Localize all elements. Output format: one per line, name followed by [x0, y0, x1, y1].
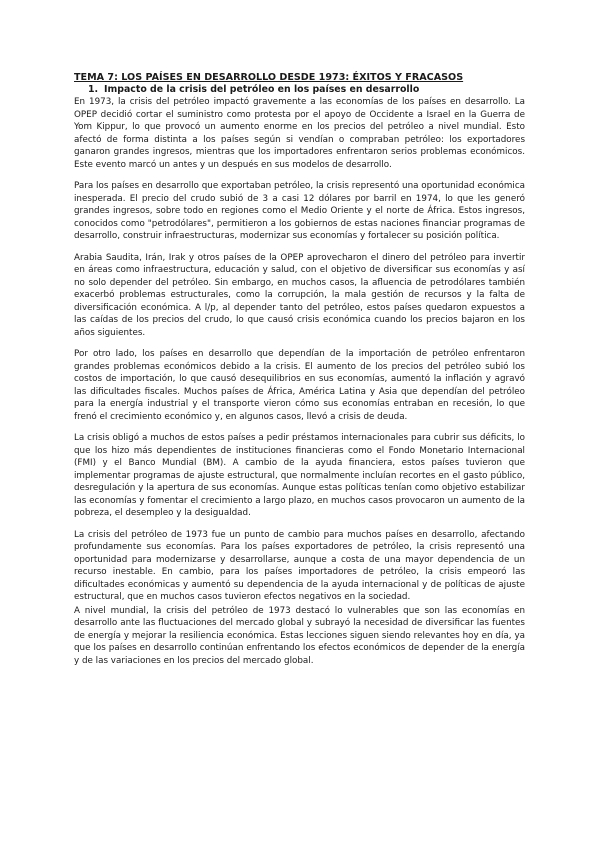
- paragraph: En 1973, la crisis del petróleo impactó gravemente a las economías de los países en desarrollo. La OPEP decidió cortar el suministro como protesta por el apoyo de Occidente a Israel en la Guerra de Yom Kippur, lo que provocó un aumento enorme en los precios del petróleo a nivel mundial. Esto afectó de forma distinta a los países según si vendían o compraban petróleo: los exportadores ganaron grandes ingresos, mientras que los importadores enfrentaron serios problemas económicos. Este evento marcó un antes y un después en sus modelos de desarrollo.: [74, 97, 525, 170]
- section-heading: [88, 84, 525, 96]
- document-title: TEMA 7: LOS PAÍSES EN DESARROLLO DESDE 1973: ÉXITOS Y FRACASOS: [74, 72, 464, 83]
- paragraph: La crisis obligó a muchos de estos países a pedir préstamos internacionales para cubrir sus déficits, lo que los hizo más dependientes de instituciones financieras como el Fondo Monetario Internacional (FMI) y el Banco Mundial (BM). A cambio de la ayuda financiera, estos países tuvieron que implementar programas de ajuste estructural, que normalmente incluían recortes en el gasto público, desregulación y la apertura de sus economías. Aunque estas políticas tenían como objetivo estabilizar las economías y fomentar el crecimiento a largo plazo, en muchos casos provocaron un aumento de la pobreza, el desempleo y la desigualdad.: [74, 433, 525, 518]
- paragraph: Por otro lado, los países en desarrollo que dependían de la importación de petróleo enfrentaron grandes problemas económicos debido a la crisis. El aumento de los precios del petróleo subió los costos de importación, lo que causó desequilibrios en sus economías, aumentó la inflación y agravó las dificultades fiscales. Muchos países de África, América Latina y Asia que dependían del petróleo para la energía industrial y el transporte vieron cómo sus economías entraban en recesión, lo que frenó el crecimiento económico y, en algunos casos, llevó a crisis de deuda.: [74, 349, 525, 422]
- section-heading-text: Impacto de la crisis del petróleo en los países en desarrollo: [104, 84, 420, 95]
- paragraph: Para los países en desarrollo que exportaban petróleo, la crisis representó una oportunidad económica inesperada. El precio del crudo subió de 3 a casi 12 dólares por barril en 1974, lo que les generó grandes ingresos, sobre todo en regiones como el Medio Oriente y el norte de África. Estos ingresos, conocidos como "petrodólares", permitieron a los gobiernos de estas naciones financiar programas de desarrollo, construir infraestructuras, modernizar sus economías y fortalecer su posición política.: [74, 181, 525, 241]
- paragraph: Arabia Saudita, Irán, Irak y otros países de la OPEP aprovecharon el dinero del petróleo para invertir en áreas como infraestructura, educación y salud, con el objetivo de diversificar sus economías y así no solo depender del petróleo. Sin embargo, en muchos casos, la afluencia de petrodólares también exacerbó problemas estructurales, como la corrupción, la mala gestión de recursos y la falta de diversificación económica. A l/p, al depender tanto del petróleo, estos países quedaron expuestos a las caídas de los precios del crudo, lo que causó crisis económica cuando los precios bajaron en los años siguientes.: [74, 252, 525, 338]
- section-number: 1.: [88, 84, 99, 95]
- paragraph: A nivel mundial, la crisis del petróleo de 1973 destacó lo vulnerables que son las economías en desarrollo ante las fluctuaciones del mercado global y subrayó la necesidad de diversificar las fuentes de energía y mejorar la resiliencia económica. Estas lecciones siguen siendo relevantes hoy en día, ya que los países en desarrollo continúan enfrentando los efectos económicos de depender de la energía y de las variaciones en los precios del mercado global.: [74, 605, 525, 666]
- paragraph: La crisis del petróleo de 1973 fue un punto de cambio para muchos países en desarrollo, afectando profundamente sus economías. Para los países exportadores de petróleo, la crisis representó una oportunidad para modernizarse y desarrollarse, aunque a costa de una mayor dependencia de un recurso inestable. En cambio, para los países importadores de petróleo, la crisis empeoró las dificultades económicas y aumentó su dependencia de la ayuda internacional y de políticas de ajuste estructural, que en muchos casos tuvieron efectos negativos en la sociedad.: [74, 529, 525, 602]
